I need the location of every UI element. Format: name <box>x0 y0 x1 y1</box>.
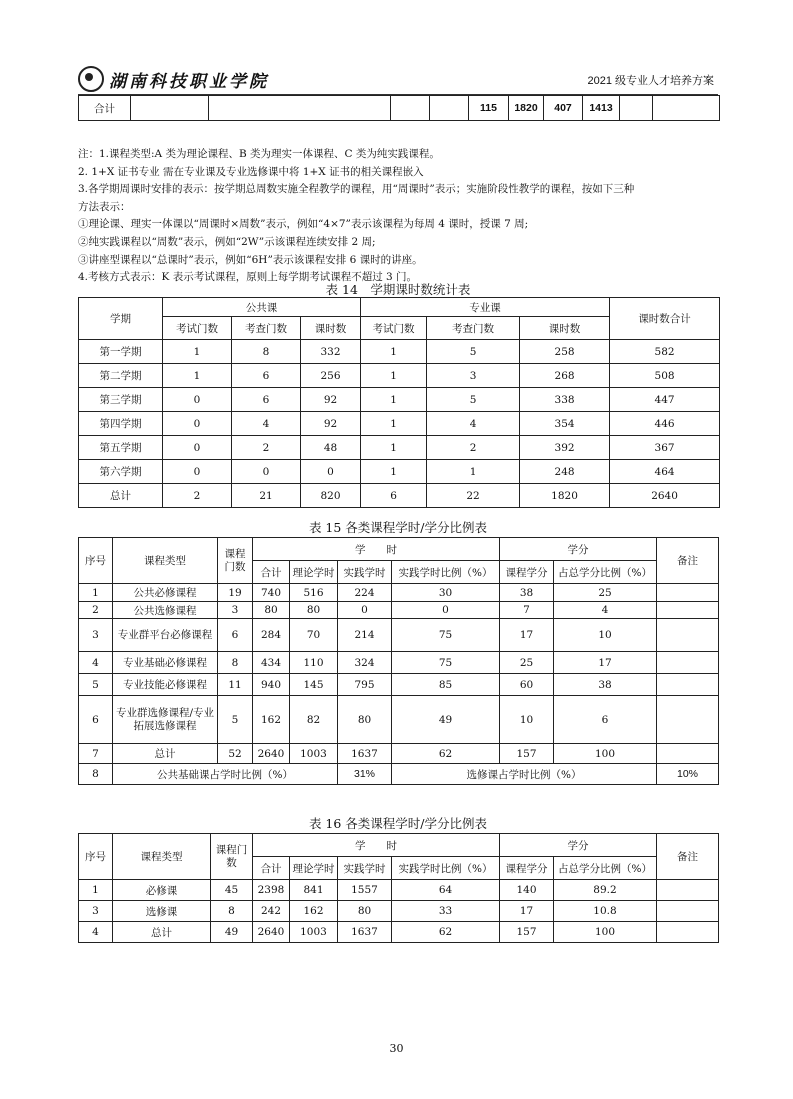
table-cell: 256 <box>301 364 361 388</box>
table-cell <box>657 674 719 696</box>
table-cell: 1 <box>79 584 113 602</box>
column-header: 实践学时 <box>338 857 392 880</box>
column-header: 实践学时 <box>338 561 392 584</box>
table-row <box>79 96 720 121</box>
table-cell: 100 <box>554 922 657 943</box>
table-cell: 52 <box>218 744 253 764</box>
table-cell: 第一学期 <box>79 340 163 364</box>
header-type: 课程类型 <box>113 538 218 584</box>
table-cell: 140 <box>500 880 554 901</box>
table-cell: 6 <box>232 388 301 412</box>
table-cell: 2398 <box>253 880 290 901</box>
column-header: 课程学分 <box>500 857 554 880</box>
table-cell: 2 <box>427 436 520 460</box>
table-cell: 48 <box>301 436 361 460</box>
table-cell: 6 <box>218 619 253 652</box>
college-name: 湖南科技职业学院 <box>109 71 269 92</box>
table-cell: 434 <box>253 652 290 674</box>
table-cell: 110 <box>290 652 338 674</box>
column-header: 合计 <box>253 857 290 880</box>
table-cell: 75 <box>392 652 500 674</box>
table-cell <box>657 619 719 652</box>
table-cell: 总计 <box>79 484 163 508</box>
table-cell <box>657 922 719 943</box>
table-cell: 248 <box>520 460 610 484</box>
table-cell: 2 <box>163 484 232 508</box>
header-type: 课程类型 <box>113 834 211 880</box>
table-cell: 214 <box>338 619 392 652</box>
table-cell: 第五学期 <box>79 436 163 460</box>
table-cell: 1637 <box>338 744 392 764</box>
table-cell: 8 <box>218 652 253 674</box>
table-cell: 80 <box>338 696 392 744</box>
college-seal-icon <box>78 66 104 92</box>
column-header: 考查门数 <box>232 317 301 340</box>
table14-caption: 表 14 学期课时数统计表 <box>325 282 471 297</box>
table-cell: 专业基础必修课程 <box>113 652 218 674</box>
table-cell: 38 <box>500 584 554 602</box>
table-cell: 354 <box>520 412 610 436</box>
table-cell: 38 <box>554 674 657 696</box>
table-cell: 6 <box>554 696 657 744</box>
table-cell: 7 <box>500 602 554 619</box>
table-cell: 80 <box>338 901 392 922</box>
table-cell: 242 <box>253 901 290 922</box>
table-cell: 3 <box>218 602 253 619</box>
note-line: 4.考核方式表示：K 表示考试课程，原则上每学期考试课程不超过 3 门。 <box>78 271 418 284</box>
note-line: 3.各学期周课时安排的表示：按学期总周数实施全程教学的课程，用“周课时”表示；实施阶段性教学的课程，按如下三种 <box>78 183 635 196</box>
header-note: 备注 <box>657 538 719 584</box>
table-cell: 92 <box>301 388 361 412</box>
table-cell: 17 <box>554 652 657 674</box>
table-cell: 4 <box>79 652 113 674</box>
table-row <box>79 901 719 922</box>
table-cell: 22 <box>427 484 520 508</box>
table-row <box>79 922 719 943</box>
table-cell: 25 <box>554 584 657 602</box>
table-cell: 3 <box>79 901 113 922</box>
table-cell: 0 <box>163 412 232 436</box>
table-cell: 224 <box>338 584 392 602</box>
table-cell: 专业群平台必修课程 <box>113 619 218 652</box>
table-cell: 508 <box>610 364 720 388</box>
table-cell <box>657 744 719 764</box>
table15-caption: 表 15 各类课程学时/学分比例表 <box>308 520 488 535</box>
table-cell: 62 <box>392 744 500 764</box>
total-label: 合计 <box>79 96 131 121</box>
table-header-row <box>79 538 719 561</box>
table-cell: 6 <box>361 484 427 508</box>
table-cell: 740 <box>253 584 290 602</box>
table-cell: 5 <box>218 696 253 744</box>
table-cell <box>391 96 430 121</box>
table-cell <box>657 696 719 744</box>
table-cell: 5 <box>427 340 520 364</box>
table-cell: 0 <box>163 460 232 484</box>
table-cell: 0 <box>232 460 301 484</box>
table-cell: 专业群选修课程/专业拓展选修课程 <box>113 696 218 744</box>
table-cell: 1413 <box>583 96 620 121</box>
notes <box>78 146 718 287</box>
table-cell: 795 <box>338 674 392 696</box>
header-hours: 学 时 <box>253 538 500 561</box>
table-cell <box>657 584 719 602</box>
header-major: 专业课 <box>361 298 610 317</box>
table16 <box>78 833 719 943</box>
note-line: ③讲座型课程以“总课时”表示，例如“6H”表示该课程安排 6 课时的讲座。 <box>78 253 423 266</box>
table-cell: 75 <box>392 619 500 652</box>
header-count: 课程门数 <box>211 834 253 880</box>
column-header: 考试门数 <box>361 317 427 340</box>
column-header: 实践学时比例（%） <box>392 561 500 584</box>
table-row <box>79 619 719 652</box>
table14 <box>78 297 720 508</box>
table-row <box>79 696 719 744</box>
table-header-row <box>79 298 720 317</box>
table-cell: 0 <box>338 602 392 619</box>
table-cell: 专业技能必修课程 <box>113 674 218 696</box>
column-header: 考查门数 <box>427 317 520 340</box>
table-cell: 157 <box>500 922 554 943</box>
table-cell: 5 <box>79 674 113 696</box>
table-cell: 145 <box>290 674 338 696</box>
table-cell: 268 <box>520 364 610 388</box>
table-cell: 92 <box>301 412 361 436</box>
table-cell: 1 <box>79 880 113 901</box>
header-public: 公共课 <box>163 298 361 317</box>
table-row <box>79 584 719 602</box>
table-cell <box>209 96 391 121</box>
table-cell: 1 <box>361 388 427 412</box>
table-cell: 21 <box>232 484 301 508</box>
table-cell: 1 <box>163 340 232 364</box>
table-cell: 公共基础课占学时比例（%） <box>113 764 338 785</box>
table-cell: 2640 <box>253 744 290 764</box>
table-cell: 516 <box>290 584 338 602</box>
note-line: ②纯实践课程以“周数”表示，例如“2W”示该课程连续安排 2 周; <box>78 235 376 248</box>
table-cell <box>657 602 719 619</box>
table-cell: 选修课 <box>113 901 211 922</box>
header-credit: 学分 <box>500 834 657 857</box>
table-cell: 6 <box>79 696 113 744</box>
table-cell: 1 <box>163 364 232 388</box>
header-seq: 序号 <box>79 538 113 584</box>
table-cell: 284 <box>253 619 290 652</box>
table-cell: 115 <box>469 96 509 121</box>
table-cell: 25 <box>500 652 554 674</box>
table-row <box>79 364 720 388</box>
table-cell: 582 <box>610 340 720 364</box>
column-header: 课时数 <box>301 317 361 340</box>
table-cell: 4 <box>427 412 520 436</box>
table-cell: 必修课 <box>113 880 211 901</box>
table-cell: 1 <box>361 364 427 388</box>
table-cell: 2 <box>232 436 301 460</box>
table-cell: 64 <box>392 880 500 901</box>
table-cell: 49 <box>392 696 500 744</box>
table-cell: 70 <box>290 619 338 652</box>
page-number: 30 <box>389 1042 404 1055</box>
table-cell: 80 <box>253 602 290 619</box>
plan-title: 2021 级专业人才培养方案 <box>587 75 714 87</box>
table-cell: 1 <box>361 412 427 436</box>
table-cell: 407 <box>544 96 583 121</box>
table-cell: 62 <box>392 922 500 943</box>
table-cell: 841 <box>290 880 338 901</box>
table-cell: 464 <box>610 460 720 484</box>
table-row <box>79 744 719 764</box>
table-row <box>79 484 720 508</box>
header-note: 备注 <box>657 834 719 880</box>
table-cell: 820 <box>301 484 361 508</box>
table-cell: 1 <box>361 460 427 484</box>
table-cell: 2 <box>79 602 113 619</box>
table-cell <box>653 96 720 121</box>
table-row <box>79 340 720 364</box>
table-cell: 162 <box>290 901 338 922</box>
header-count: 课程门数 <box>218 538 253 584</box>
table-header-row <box>79 834 719 857</box>
table-cell: 第三学期 <box>79 388 163 412</box>
table-cell: 89.2 <box>554 880 657 901</box>
table-cell: 0 <box>301 460 361 484</box>
table-cell: 1003 <box>290 744 338 764</box>
column-header: 课时数 <box>520 317 610 340</box>
table-cell: 447 <box>610 388 720 412</box>
table-cell: 8 <box>211 901 253 922</box>
table-cell <box>657 901 719 922</box>
table-cell: 5 <box>427 388 520 412</box>
table-cell: 80 <box>290 602 338 619</box>
table-cell: 30 <box>392 584 500 602</box>
table-cell: 第六学期 <box>79 460 163 484</box>
header-hours: 学 时 <box>253 834 500 857</box>
header-credit: 学分 <box>500 538 657 561</box>
table-cell: 1820 <box>509 96 544 121</box>
table-cell: 第四学期 <box>79 412 163 436</box>
table-cell: 33 <box>392 901 500 922</box>
table-cell: 258 <box>520 340 610 364</box>
table-row <box>79 652 719 674</box>
note-line: ①理论课、理实一体课以“周课时×周数”表示，例如“4×7”表示该课程为每周 4 课时，授课 7 周; <box>78 218 529 231</box>
table-cell: 公共必修课程 <box>113 584 218 602</box>
table-cell: 0 <box>392 602 500 619</box>
table-cell: 8 <box>232 340 301 364</box>
table15 <box>78 537 719 785</box>
table-cell: 162 <box>253 696 290 744</box>
table-cell: 1 <box>427 460 520 484</box>
header-total: 课时数合计 <box>610 298 720 340</box>
table-cell: 3 <box>79 619 113 652</box>
table-cell: 446 <box>610 412 720 436</box>
table-cell: 10 <box>554 619 657 652</box>
column-header: 理论学时 <box>290 561 338 584</box>
table-cell: 公共选修课程 <box>113 602 218 619</box>
table-cell: 1003 <box>290 922 338 943</box>
page-header <box>78 66 718 95</box>
column-header: 实践学时比例（%） <box>392 857 500 880</box>
table-cell: 85 <box>392 674 500 696</box>
table-cell <box>620 96 653 121</box>
table-cell: 4 <box>554 602 657 619</box>
table-cell: 8 <box>79 764 113 785</box>
table-row <box>79 602 719 619</box>
table-cell <box>430 96 469 121</box>
column-header: 考试门数 <box>163 317 232 340</box>
table-cell: 1637 <box>338 922 392 943</box>
column-header: 课程学分 <box>500 561 554 584</box>
table-cell: 7 <box>79 744 113 764</box>
table-cell: 2640 <box>253 922 290 943</box>
note-line: 方法表示： <box>78 200 131 213</box>
table-cell: 4 <box>232 412 301 436</box>
table-cell: 1820 <box>520 484 610 508</box>
header-seq: 序号 <box>79 834 113 880</box>
table-cell: 60 <box>500 674 554 696</box>
previous-table-total-row <box>78 95 720 121</box>
table-cell: 17 <box>500 901 554 922</box>
table-cell: 940 <box>253 674 290 696</box>
table-row <box>79 764 719 785</box>
table-cell: 332 <box>301 340 361 364</box>
table-cell: 选修课占学时比例（%） <box>392 764 657 785</box>
table-cell <box>657 880 719 901</box>
table-cell: 3 <box>427 364 520 388</box>
column-header: 占总学分比例（%） <box>554 561 657 584</box>
table-cell: 总计 <box>113 922 211 943</box>
table-cell: 49 <box>211 922 253 943</box>
table-row <box>79 460 720 484</box>
table-row <box>79 880 719 901</box>
column-header: 理论学时 <box>290 857 338 880</box>
table16-caption: 表 16 各类课程学时/学分比例表 <box>308 816 488 831</box>
table-cell <box>131 96 209 121</box>
column-header: 占总学分比例（%） <box>554 857 657 880</box>
table-cell: 10% <box>657 764 719 785</box>
table-cell: 367 <box>610 436 720 460</box>
table-cell: 10.8 <box>554 901 657 922</box>
table-cell: 1 <box>361 436 427 460</box>
table-row <box>79 436 720 460</box>
table-cell: 0 <box>163 436 232 460</box>
table-cell <box>657 652 719 674</box>
table-cell: 19 <box>218 584 253 602</box>
table-cell: 45 <box>211 880 253 901</box>
note-line: 注：1.课程类型:A 类为理论课程、B 类为理实一体课程、C 类为纯实践课程。 <box>78 148 440 160</box>
table-cell: 10 <box>500 696 554 744</box>
table-row <box>79 412 720 436</box>
college-logo <box>78 66 269 92</box>
table-row <box>79 388 720 412</box>
header-term: 学期 <box>79 298 163 340</box>
table-cell: 0 <box>163 388 232 412</box>
table-cell: 31% <box>338 764 392 785</box>
table-cell: 总计 <box>113 744 218 764</box>
table-cell: 2640 <box>610 484 720 508</box>
table-cell: 第二学期 <box>79 364 163 388</box>
note-line: 2. 1+X 证书专业 需在专业课及专业选修课中将 1+X 证书的相关课程嵌入 <box>78 165 424 178</box>
table-cell: 324 <box>338 652 392 674</box>
table-row <box>79 674 719 696</box>
table-cell: 11 <box>218 674 253 696</box>
column-header: 合计 <box>253 561 290 584</box>
table-cell: 6 <box>232 364 301 388</box>
table-cell: 82 <box>290 696 338 744</box>
table-cell: 1557 <box>338 880 392 901</box>
table-cell: 338 <box>520 388 610 412</box>
table-cell: 100 <box>554 744 657 764</box>
table-cell: 17 <box>500 619 554 652</box>
table-cell: 4 <box>79 922 113 943</box>
table-cell: 1 <box>361 340 427 364</box>
table-cell: 392 <box>520 436 610 460</box>
table-cell: 157 <box>500 744 554 764</box>
